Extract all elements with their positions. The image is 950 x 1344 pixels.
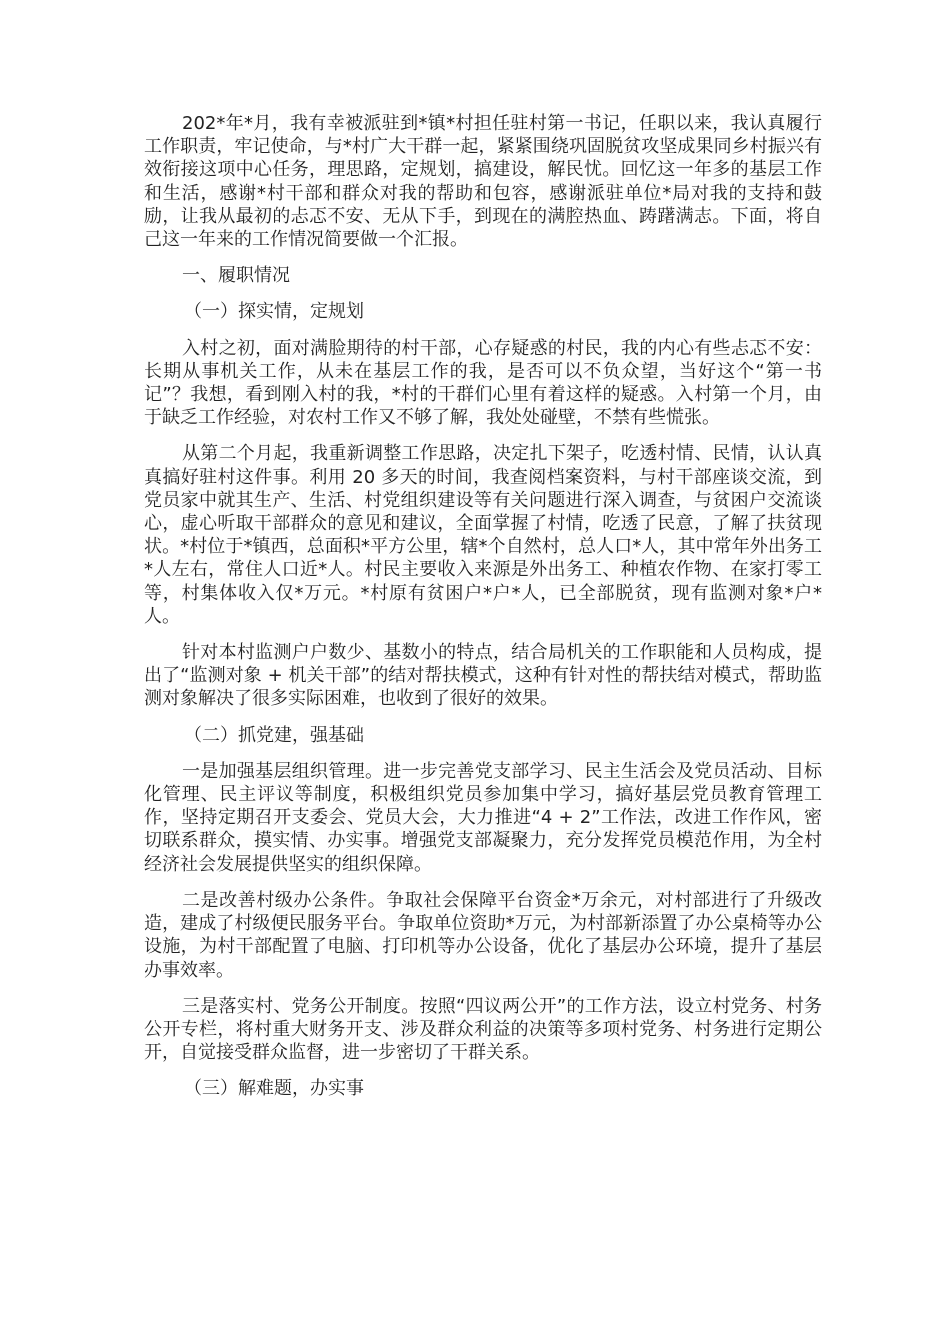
subheading-solve-problems: （三）解难题，办实事 xyxy=(184,1078,364,1100)
intro-paragraph: 202*年*月，我有幸被派驻到*镇*村担任驻村第一书记，任职以来，我认真履行工作职责，牢记使命，与*村广大干群一起，紧紧围绕巩固脱贫攻坚成果同乡村振兴有效衔接这项中心任务，理思路，定规划，搞建设，解民忧。回忆这一年多的基层工作和生活，感谢*村干部和群众对我的帮助和包容，感谢派驻单位*局对我的支持和鼓励，让我从最初的忐忑不安、无从下手，到现在的满腔热血、踌躇满志。下面，将自己这一年来的工作情况简要做一个汇报。 xyxy=(144,113,822,251)
paragraph-village-survey: 从第二个月起，我重新调整工作思路，决定扎下架子，吃透村情、民情，认认真真搞好驻村这件事。利用 20 多天的时间，我查阅档案资料，与村干部座谈交流，到党员家中就其生产、生活、村党组织建设等有关问题进行深入调查，与贫困户交流谈心，虚心听取干部群众的意见和建议，全面掌握了村情，吃透了民意，了解了扶贫现状。*村位于*镇西，总面积*平方公里，辖*个自然村，总人口*人，其中常年外出务工*人左右，常住人口近*人。村民主要收入来源是外出务工、种植农作物、在家打零工等，村集体收入仅*万元。*村原有贫困户*户*人，已全部脱贫，现有监测对象*户*人。 xyxy=(144,443,822,627)
section-heading-performance: 一、履职情况 xyxy=(182,265,290,287)
paragraph-public-affairs: 三是落实村、党务公开制度。按照“四议两公开”的工作方法，设立村党务、村务公开专栏，将村重大财务开支、涉及群众利益的决策等多项村党务、村务进行定期公开，自觉接受群众监督，进一步密切了干群关系。 xyxy=(144,995,822,1064)
paragraph-assistance-model: 针对本村监测户户数少、基数小的特点，结合局机关的工作职能和人员构成，提出了“监测对象 + 机关干部”的结对帮扶模式，这种有针对性的帮扶结对模式，帮助监测对象解决了很多实际困难，也收到了很好的效果。 xyxy=(144,642,822,710)
paragraph-organization-management: 一是加强基层组织管理。进一步完善党支部学习、民主生活会及党员活动、目标化管理、民主评议等制度，积极组织党员参加集中学习，搞好基层党员教育管理工作，坚持定期召开支委会、党员大会，大力推进“4 + 2”工作法，改进工作作风，密切联系群众，摸实情、办实事。增强党支部凝聚力，充分发挥党员模范作用，为全村经济社会发展提供坚实的组织保障。 xyxy=(144,760,822,875)
document-body xyxy=(144,112,822,1114)
paragraph-arrival: 入村之初，面对满脸期待的村干部，心存疑惑的村民，我的内心有些忐忑不安：长期从事机关工作，从未在基层工作的我，是否可以不负众望，当好这个“第一书记”？我想，看到刚入村的我，*村的干群们心里有着这样的疑惑。入村第一个月，由于缺乏工作经验，对农村工作又不够了解，我处处碰壁，不禁有些慌张。 xyxy=(144,337,822,429)
subheading-party-building: （二）抓党建，强基础 xyxy=(184,724,364,746)
subheading-investigate-plan: （一）探实情，定规划 xyxy=(184,301,364,323)
paragraph-office-conditions: 二是改善村级办公条件。争取社会保障平台资金*万余元，对村部进行了升级改造，建成了村级便民服务平台。争取单位资助*万元，为村部新添置了办公桌椅等办公设施，为村干部配置了电脑、打印机等办公设备，优化了基层办公环境，提升了基层办事效率。 xyxy=(144,889,822,981)
